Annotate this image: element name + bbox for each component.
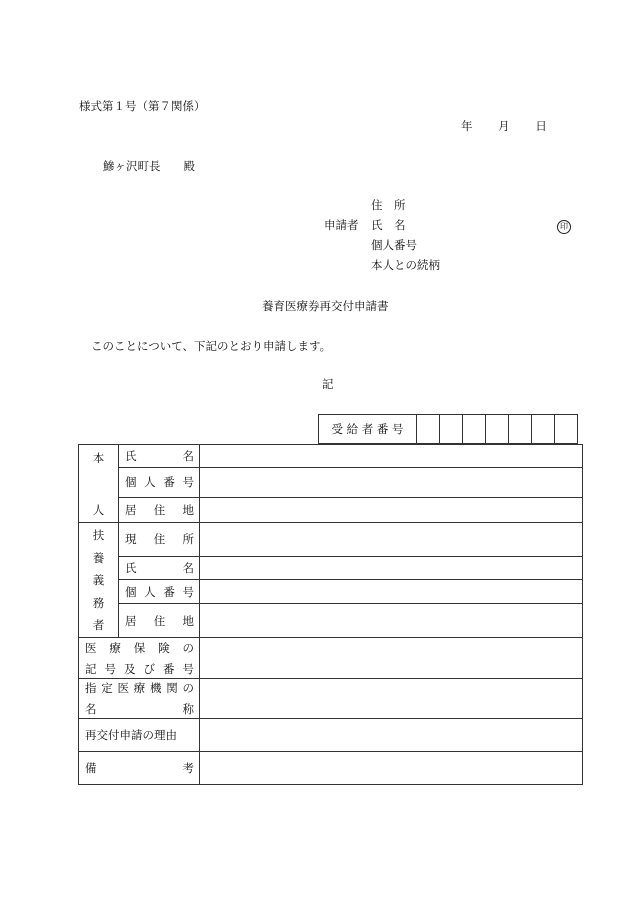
date-day: 日 — [535, 119, 547, 133]
recipient-digit-cell[interactable] — [509, 415, 532, 444]
application-table — [78, 444, 583, 785]
recipient-digit-cell[interactable] — [486, 415, 509, 444]
fuyo-residence-label: 居 住 地 — [119, 604, 200, 638]
fuyo-name-label: 氏 名 — [119, 556, 200, 580]
recipient-digit-cell[interactable] — [555, 415, 578, 444]
recipient-number-box — [318, 414, 578, 444]
honnin-group-label — [79, 445, 119, 523]
intro-text: このことについて、下記のとおり申請します。 — [91, 339, 332, 353]
applicant-relationship-label: 本人との続柄 — [371, 258, 440, 272]
date-line — [461, 118, 547, 134]
honnin-name-label: 氏 名 — [119, 445, 200, 468]
ki-label: 記 — [322, 377, 334, 391]
document-title: 養育医療券再交付申請書 — [262, 299, 389, 313]
applicant-address-label: 住 所 — [371, 198, 406, 212]
recipient-number-label: 受 給 者 番 号 — [319, 415, 417, 444]
recipient-digit-cell[interactable] — [440, 415, 463, 444]
honnin-residence-field[interactable] — [200, 498, 583, 523]
fuyo-group-label: 扶 養 義 務 者 — [79, 523, 119, 638]
recipient-digit-cell[interactable] — [417, 415, 440, 444]
institution-field[interactable] — [200, 679, 583, 719]
applicant-label: 申請者 — [324, 218, 359, 232]
form-number: 様式第１号（第７関係） — [79, 99, 206, 113]
fuyo-individual-number-field[interactable] — [200, 580, 583, 604]
remarks-field[interactable] — [200, 752, 583, 785]
insurance-label: 医 療 保 険 の 記 号 及 び 番 号 — [79, 638, 200, 679]
honnin-char: 本 — [92, 451, 105, 465]
honnin-individual-number-field[interactable] — [200, 467, 583, 497]
date-year: 年 — [461, 119, 473, 133]
applicant-name-label: 氏 名 — [371, 218, 406, 232]
reason-label: 再交付申請の理由 — [79, 719, 200, 752]
insurance-field[interactable] — [200, 638, 583, 679]
honnin-char: 人 — [92, 503, 105, 517]
honnin-residence-label: 居 住 地 — [119, 498, 200, 523]
recipient-digit-cell[interactable] — [463, 415, 486, 444]
fuyo-residence-field[interactable] — [200, 604, 583, 638]
recipient-digit-cell[interactable] — [532, 415, 555, 444]
seal-mark: 印 — [557, 218, 571, 234]
fuyo-address-field[interactable] — [200, 523, 583, 557]
applicant-individual-number-label: 個人番号 — [371, 238, 417, 252]
date-month: 月 — [498, 119, 510, 133]
addressee: 鰺ヶ沢町長 殿 — [103, 159, 195, 173]
institution-label: 指 定 医 療 機 関 の 名 称 — [79, 679, 200, 719]
honnin-individual-number-label: 個 人 番 号 — [119, 467, 200, 497]
honnin-name-field[interactable] — [200, 445, 583, 468]
fuyo-name-field[interactable] — [200, 556, 583, 580]
remarks-label: 備 考 — [79, 752, 200, 785]
reason-field[interactable] — [200, 719, 583, 752]
fuyo-address-label: 現 住 所 — [119, 523, 200, 557]
fuyo-individual-number-label: 個 人 番 号 — [119, 580, 200, 604]
